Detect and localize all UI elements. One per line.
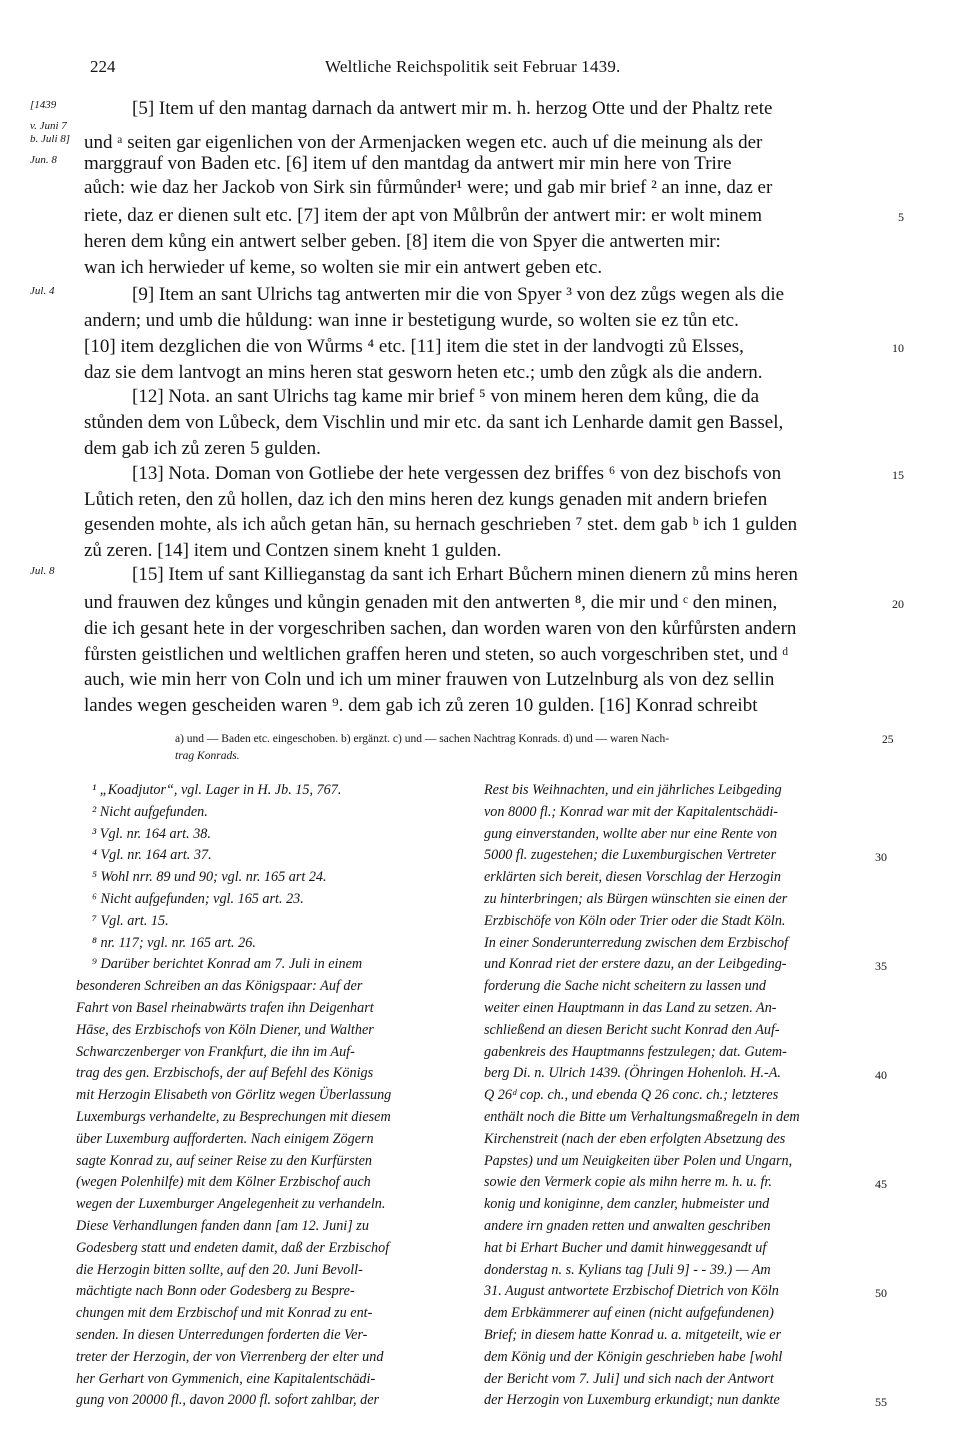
footnote-line: trag des gen. Erzbischofs, der auf Befehl des Königs [76,1065,374,1082]
footnote-line: Brief; in diesem hatte Konrad u. a. mitgeteilt, wie er [484,1327,782,1343]
running-title: Weltliche Reichspolitik seit Februar 1439. [325,57,621,76]
line-text: Lůtich reten, den zů hollen, daz ich den mins heren dez kungs genaden mit andern briefen [84,489,768,510]
line-text: [12] Nota. an sant Ulrichs tag kame mir brief ⁵ von minem heren dem kůng, die da [132,386,760,407]
footnote-line: der Bericht vom 7. Juli] und sich nach der Antwort [484,1370,774,1387]
margin-date-note: Jun. 8 [30,154,57,166]
margin-date-note: Jul. 4 [30,285,55,297]
line-text: aůch: wie daz her Jackob von Sirk sin fůrmůnder¹ were; und gab mir brief ² an inne, daz er [84,177,773,198]
margin-date-note: b. Juli 8] [30,133,71,145]
text-line [0,462,960,488]
text-line [0,563,960,589]
line-text: [10] item dezglichen die von Wůrms ⁴ etc. [11] item die stet in der landvogti zů Elsses, [84,336,744,357]
footnote-line: andere irn gnaden retten und anwalten geschriben [484,1218,771,1234]
footnote-line: 5000 fl. zugestehen; die Luxemburgischen Vertreter [484,847,777,864]
footnote-line: besonderen Schreiben an das Königspaar: Auf der [76,978,363,995]
footnote-line: ⁸ nr. 117; vgl. nr. 165 art. 26. [92,934,256,951]
line-text: gesenden mohte, als ich aůch getan hān, su hernach geschrieben ⁷ stet. dem gab ᵇ ich 1 gulden [84,514,798,535]
footnote-line: ³ Vgl. nr. 164 art. 38. [92,825,211,842]
footnote-line: dem König und der Königin geschrieben habe [wohl [484,1348,783,1365]
footnote-line: treter der Herzogin, der von Vierrenberg der elter und [76,1348,384,1365]
footnote-line: und Konrad riet der erstere dazu, an der Leibgeding- [484,956,787,973]
text-line [0,230,960,256]
footnote-line: Luxemburgs verhandelte, zu Besprechungen mit diesem [76,1109,391,1125]
line-number: 45 [875,1177,887,1192]
footnote-line: von 8000 fl.; Konrad war mit der Kapitalentschädi- [484,803,778,820]
footnote-line: Fahrt von Basel rheinabwärts trafen ihn Deigenhart [76,1000,374,1016]
footnote-line: wegen der Luxemburger Angelegenheit zu verhandeln. [76,1196,386,1213]
footnote-line: gung von 20000 fl., davon 2000 fl. sofort zahlbar, der [76,1392,380,1409]
line-text: [9] Item an sant Ulrichs tag antwerten mir die von Spyer ³ von dez zůgs wegen als die [132,284,785,305]
line-text: andern; und umb die hůldung: wan inne ir bestetigung wurde, so wolten sie ez tůn etc. [84,310,739,331]
textnote-line: trag Konrads. [175,750,240,762]
footnote-line: Diese Verhandlungen fanden dann [am 12. Juni] zu [76,1218,369,1234]
footnote-line: ⁴ Vgl. nr. 164 art. 37. [92,847,212,864]
text-line [0,488,960,514]
text-line [0,204,960,230]
margin-date-note: [1439 [30,99,57,111]
footnote-line: Kirchenstreit (nach der eben erfolgten Absetzung des [484,1130,786,1147]
footnote-line: ⁹ Darüber berichtet Konrad am 7. Juli in einem [92,956,363,973]
line-number: 30 [875,850,887,865]
text-line [0,283,960,309]
line-text: und frauwen dez kůnges und kůngin genaden mit den antwerten ⁸, die mir und ᶜ den minen, [84,592,778,613]
footnote-line: senden. In diesen Unterredungen forderten die Ver- [76,1327,368,1343]
footnote-line: die Herzogin bitten sollte, auf den 20. Juni Bevoll- [76,1261,363,1278]
text-line [0,385,960,411]
footnote-line: zu hinterbringen; als Bürgen wünschten sie einen der [484,891,788,907]
line-text: auch, wie min herr von Coln und ich um miner frauwen von Lutzelnburg als von dez sellin [84,669,775,690]
footnote-line: enthält noch die Bitte um Verhaltungsmaßregeln in dem [484,1109,800,1125]
footnote-line: berg Di. n. Ulrich 1439. (Öhringen Hohenloh. H.-A. [484,1065,781,1082]
line-number: 25 [882,734,894,746]
line-number: 10 [892,341,904,355]
footnote-line: mächtigte nach Bonn oder Godesberg zu Bespre- [76,1283,355,1300]
footnote-line: konig und koniginne, dem canzler, hubmeister und [484,1196,770,1213]
line-number: 55 [875,1395,887,1410]
line-number: 5 [898,210,904,224]
line-text: [5] Item uf den mantag darnach da antwert mir m. h. herzog Otte und der Phaltz rete [132,98,773,119]
footnote-line: donderstag n. s. Kylians tag [Juli 9] - - 39.) — Am [484,1261,771,1278]
footnote-line: Schwarczenberger von Frankfurt, die ihn im Auf- [76,1043,355,1060]
footnote-line: weiter einen Hauptmann in das Land zu setzen. An- [484,1000,777,1016]
text-line [0,176,960,202]
footnote-line: In einer Sonderunterredung zwischen dem Erzbischof [484,934,789,951]
margin-date-note: v. Juni 7 [30,120,67,132]
text-line [0,668,960,694]
footnote-line: her Gerhart von Gymmenich, eine Kapitalentschädi- [76,1370,376,1387]
line-number: 40 [875,1068,887,1083]
line-text: wan ich herwieder uf keme, so wolten sie mir ein antwert geben etc. [84,257,603,278]
footnote-line: ² Nicht aufgefunden. [92,803,208,820]
footnote-line: ¹ „Koadjutor“, vgl. Lager in H. Jb. 15, 767. [92,782,342,798]
line-text: dem gab ich zů zeren 5 gulden. [84,438,321,459]
line-text: und ᵃ seiten gar eigenlichen von der Armenjacken wegen etc. auch uf die meinung als der [84,132,763,153]
text-line [0,694,960,720]
footnote-line: gung einverstanden, wollte aber nur eine Rente von [484,825,778,842]
text-line [0,309,960,335]
text-line [0,256,960,282]
text-line [0,152,960,178]
footnote-line: Papstes) und um Neuigkeiten über Polen und Ungarn, [484,1152,793,1169]
line-text: die ich gesant hete in der vorgeschriben sachen, dan worden waren von den kůrfůrsten andern [84,618,797,639]
text-line [0,437,960,463]
footnote-line: der Herzogin von Luxemburg erkundigt; nun dankte [484,1392,780,1409]
footnote-line: (wegen Polenhilfe) mit dem Kölner Erzbischof auch [76,1174,371,1191]
footnote-line: hat bi Erhart Bucher und damit hinweggesandt uf [484,1239,767,1256]
footnote-line: erklärten sich bereit, diesen Vorschlag der Herzogin [484,869,781,886]
footnote-line: ⁶ Nicht aufgefunden; vgl. 165 art. 23. [92,891,304,907]
text-line [0,361,960,387]
footnote-line: mit Herzogin Elisabeth von Görlitz wegen Überlassung [76,1087,392,1104]
footnote-line: ⁷ Vgl. art. 15. [92,912,169,929]
line-text: [13] Nota. Doman von Gotliebe der hete vergessen dez briffes ⁶ von dez bischofs von [132,463,782,484]
text-line [0,513,960,539]
text-line [0,335,960,361]
line-text: stůnden dem von Lůbeck, dem Vischlin und mir etc. da sant ich Lenharde damit gen Bassel, [84,412,784,433]
page-number: 224 [90,57,116,76]
footnote-line: Godesberg statt und endeten damit, daß der Erzbischof [76,1239,390,1256]
line-number: 20 [892,597,904,611]
text-line [0,411,960,437]
footnote-line: schließend an diesen Bericht sucht Konrad den Auf- [484,1021,780,1038]
footnote-line: Rest bis Weihnachten, und ein jährliches Leibgeding [484,782,782,798]
line-text: [15] Item uf sant Killieganstag da sant ich Erhart Bůchern minen dienern zů mins heren [132,564,798,585]
footnote-line: sowie den Vermerk copie als mihn herre m. h. u. fr. [484,1174,772,1191]
line-number: 15 [892,468,904,482]
text-line [0,591,960,617]
text-line [0,617,960,643]
textnote-line: a) und — Baden etc. eingeschoben. b) ergänzt. c) und — sachen Nachtrag Konrads. d) und — waren Nach- [175,733,670,745]
footnote-line: dem Erbkämmerer auf einen (nicht aufgefundenen) [484,1305,774,1322]
line-text: fůrsten geistlichen und weltlichen graffen heren und steten, so auch vorgeschriben stet, und ᵈ [84,644,789,665]
footnote-line: sagte Konrad zu, auf seiner Reise zu den Kurfürsten [76,1152,372,1169]
footnote-line: gabenkreis des Hauptmanns festzulegen; dat. Gutem- [484,1043,787,1060]
line-text: daz sie dem lantvogt an mins heren stat gesworn heten etc.; umb den zůgk als die andern. [84,362,763,383]
footnote-line: 31. August antwortete Erzbischof Dietrich von Köln [484,1283,779,1300]
footnote-line: Q 26ᵈ cop. ch., und ebenda Q 26 conc. ch.; letzteres [484,1087,779,1104]
footnote-line: über Luxemburg aufforderten. Nach einigem Zögern [76,1130,374,1147]
margin-date-note: Jul. 8 [30,565,55,577]
footnote-line: chungen mit dem Erzbischof und mit Konrad zu ent- [76,1305,373,1322]
text-line [0,539,960,565]
footnote-line: ⁵ Wohl nrr. 89 und 90; vgl. nr. 165 art 24. [92,869,327,886]
footnote-line: Erzbischöfe von Köln oder Trier oder die Stadt Köln. [484,912,786,929]
footnote-line: forderung die Sache nicht scheitern zu lassen und [484,978,766,995]
text-line [0,643,960,669]
line-number: 35 [875,959,887,974]
line-text: riete, daz er dienen sult etc. [7] item der apt von Můlbrůn der antwert mir: er wolt minem [84,205,762,226]
line-text: landes wegen gescheiden waren ⁹. dem gab ich zů zeren 10 gulden. [16] Konrad schreibt [84,695,758,716]
line-text: zů zeren. [14] item und Contzen sinem kneht 1 gulden. [84,540,502,561]
line-text: heren dem kůng ein antwert selber geben. [8] item die von Spyer die antwerten mir: [84,231,721,252]
footnote-line: Hāse, des Erzbischofs von Köln Diener, und Walther [76,1021,374,1038]
line-number: 50 [875,1286,887,1301]
line-text: marggrauf von Baden etc. [6] item uf den mantdag da antwert mir min here von Trire [84,153,732,174]
